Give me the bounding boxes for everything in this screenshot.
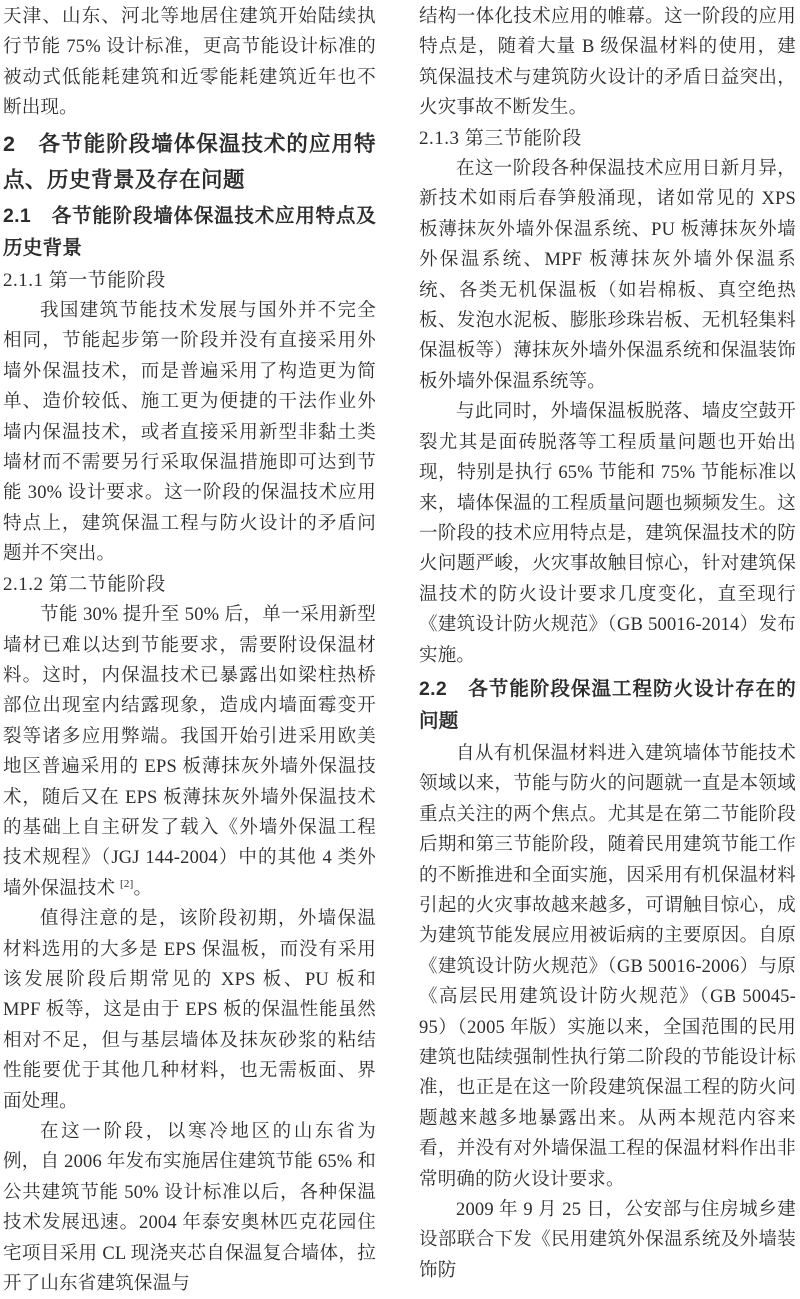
paragraph-first-stage: 我国建筑节能技术发展与国外并不完全相同，节能起步第一阶段并没有直接采用外墙外保温技术，而是普遍采用了构造更为简单、造价较低、施工更为便捷的干法作业外墙内保温技术，或者直接采用新型非黏土类墙材而不需要另行采取保温措施即可达到节能 30% 设计要求。这一阶段的保温技术应用特点上，建筑保温工程与防火设计的矛盾问题并不突出。	[3, 301, 376, 565]
section-heading-2: 2 各节能阶段墙体保温技术的应用特点、历史背景及存在问题	[3, 131, 376, 192]
subsection-heading-2-1: 2.1 各节能阶段墙体保温技术应用特点及历史背景	[3, 204, 376, 259]
paragraph-second-stage-period: 。	[133, 878, 153, 899]
paragraph-second-stage	[3, 600, 376, 904]
paragraph-fire-design-issues: 自从有机保温材料进入建筑墙体节能技术领域以来，节能与防火的问题就一直是本领域重点关注的两个焦点。尤其是在第二节能阶段后期和第三节能阶段，随着民用建筑节能工作的不断推进和全面实施，因采用有机保温材料引起的火灾事故越来越多，可谓触目惊心，成为建筑节能发展应用被诟病的主要原因。自原《建筑设计防火规范》（GB 50016-2006）与原《高层民用建筑设计防火规范》（GB 50045-95）（2005 年版）实施以来，全国范围的民用建筑也陆续强制性执行第二阶段的节能设计标准，也正是在这一阶段建筑保温工程的防火问题越来越多地暴露出来。从两本规范内容来看，并没有对外墙保温工程的保温材料作出非常明确的防火设计要求。	[419, 743, 796, 1190]
paragraph-eps-note: 值得注意的是，该阶段初期，外墙保温材料选用的大多是 EPS 保温板，而没有采用该发展阶段后期常见的 XPS 板、PU 板和 MPF 板等，这是由于 EPS 板的保温性能虽然相对不足，但与基层墙体及抹灰砂浆的粘结性能要优于其他几种材料，也无需板面、界面处理。	[3, 909, 376, 1112]
left-column	[3, 2, 376, 1299]
paragraph-continuation-right: 结构一体化技术应用的帷幕。这一阶段的应用特点是，随着大量 B 级保温材料的使用，建筑保温技术与建筑防火设计的矛盾日益突出，火灾事故不断发生。	[419, 7, 796, 119]
subsubsection-heading-2-1-3: 2.1.3 第三节能阶段	[419, 127, 582, 149]
subsubsection-heading-2-1-2: 2.1.2 第二节能阶段	[3, 573, 166, 595]
paragraph-third-stage: 在这一阶段各种保温技术应用日新月异，新技术如雨后春笋般涌现，诸如常见的 XPS 板薄抹灰外墙外保温系统、PU 板薄抹灰外墙外保温系统、MPF 板薄抹灰外墙外保温系统、各类无机保温板（如岩棉板、真空绝热板、发泡水泥板、膨胀珍珠岩板、无机轻集料保温板等）薄抹灰外墙外保温系统和保温装饰板外墙外保温系统等。	[419, 159, 796, 392]
paragraph-2009-notice: 2009 年 9 月 25 日，公安部与住房城乡建设部联合下发《民用建筑外保温系统及外墙装饰防	[419, 1200, 796, 1281]
paragraph-continuation-left: 天津、山东、河北等地居住建筑开始陆续执行节能 75% 设计标准，更高节能设计标准的被动式低能耗建筑和近零能耗建筑近年也不断出现。	[3, 7, 376, 119]
subsection-heading-2-2: 2.2 各节能阶段保温工程防火设计存在的问题	[419, 677, 796, 732]
paragraph-second-stage-text: 节能 30% 提升至 50% 后，单一采用新型墙材已难以达到节能要求，需要附设保温材料。这时，内保温技术已暴露出如梁柱热桥部位出现室内结露现象，造成内墙面霉变开裂等诸多应用弊端。我国开始引进采用欧美地区普遍采用的 EPS 板薄抹灰外墙外保温技术，随后又在 EPS 板薄抹灰外墙外保温技术的基础上自主研发了载入《外墙外保温工程技术规程》（JGJ 144-2004）中的其他 4 类外墙外保温技术	[3, 605, 376, 899]
subsubsection-heading-2-1-1: 2.1.1 第一节能阶段	[3, 269, 166, 291]
paragraph-shandong-example: 在这一阶段，以寒冷地区的山东省为例，自 2006 年发布实施居住建筑节能 65% 和公共建筑节能 50% 设计标准以后，各种保温技术发展迅速。2004 年泰安奥林匹克花园住宅项目采用 CL 现浇夹芯自保温复合墙体，拉开了山东省建筑保温与	[3, 1122, 376, 1295]
paragraph-quality-problems: 与此同时，外墙保温板脱落、墙皮空鼓开裂尤其是面砖脱落等工程质量问题也开始出现，特别是执行 65% 节能和 75% 节能标准以来，墙体保温的工程质量问题也频频发生。这一阶段的技术应用特点是，建筑保温技术的防火问题严峻，火灾事故触目惊心，针对建筑保温技术的防火设计要求几度变化，直至现行《建筑设计防火规范》（GB 50016-2014）发布实施。	[419, 402, 796, 666]
citation-ref-2: [2]	[120, 877, 134, 890]
right-column	[419, 2, 796, 1286]
